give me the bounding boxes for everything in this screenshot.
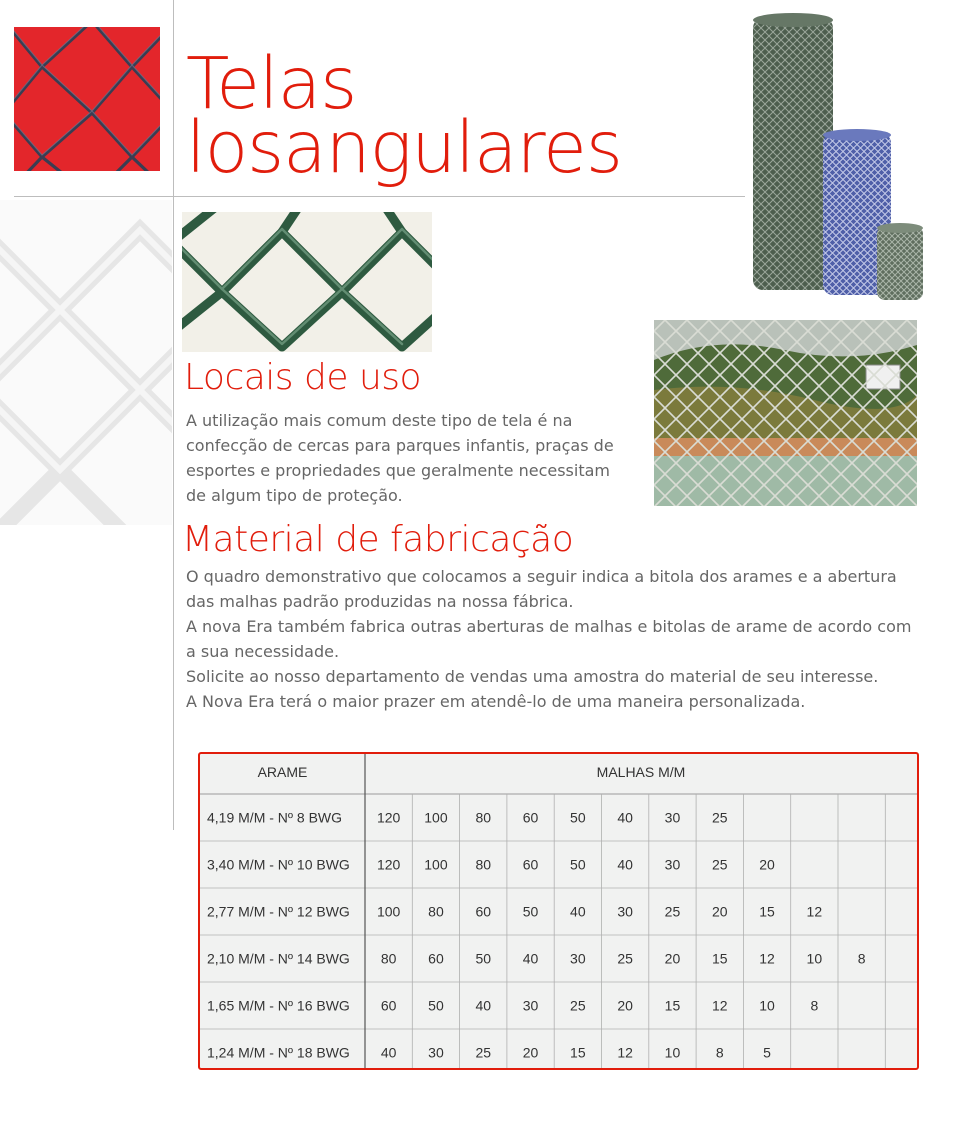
table-cell-malha: 30 bbox=[428, 1044, 444, 1061]
horizontal-divider bbox=[14, 196, 754, 197]
mesh-rolls-image bbox=[745, 8, 930, 300]
table-cell-malha: 50 bbox=[570, 809, 586, 826]
table-cell-malha: 8 bbox=[810, 997, 819, 1014]
table-cell-malha: 30 bbox=[664, 809, 681, 826]
table-row-arame: 4,19 M/M - Nº 8 BWG bbox=[207, 809, 343, 826]
table-cell-malha: 40 bbox=[617, 809, 633, 826]
table-cell-malha: 60 bbox=[380, 997, 397, 1014]
green-mesh-image bbox=[182, 212, 432, 352]
table-cell-malha: 100 bbox=[376, 903, 401, 920]
material-paragraph: Solicite ao nosso departamento de vendas uma amostra do material de seu interesse. bbox=[186, 667, 879, 686]
locais-heading: Locais de uso bbox=[184, 357, 422, 398]
table-cell-malha: 12 bbox=[617, 1044, 633, 1061]
table-cell-malha: 20 bbox=[522, 1044, 539, 1061]
vertical-divider bbox=[173, 0, 174, 830]
table-cell-malha: 40 bbox=[570, 903, 586, 920]
table-row-arame: 3,40 M/M - Nº 10 BWG bbox=[207, 856, 350, 873]
material-text bbox=[186, 564, 926, 714]
material-paragraph: A Nova Era terá o maior prazer em atendê-lo de uma maneira personalizada. bbox=[186, 692, 806, 711]
table-cell-malha: 30 bbox=[617, 903, 633, 920]
table-cell-malha: 8 bbox=[715, 1044, 724, 1061]
table-cell-malha: 25 bbox=[570, 997, 586, 1014]
table-cell-malha: 25 bbox=[664, 903, 681, 920]
table-cell-malha: 10 bbox=[806, 950, 823, 967]
table-cell-malha: 25 bbox=[711, 809, 728, 826]
material-paragraph: A nova Era também fabrica outras aberturas de malhas e bitolas de arame de acordo com a sua necessidade. bbox=[186, 617, 912, 661]
table-cell-malha: 20 bbox=[711, 903, 728, 920]
table-cell-malha: 40 bbox=[617, 856, 633, 873]
table-cell-malha: 15 bbox=[711, 950, 728, 967]
table-row-arame: 2,10 M/M - Nº 14 BWG bbox=[207, 950, 350, 967]
table-cell-malha: 80 bbox=[475, 856, 492, 873]
table-cell-malha: 100 bbox=[424, 856, 448, 873]
table-cell-malha: 40 bbox=[522, 950, 539, 967]
page-title bbox=[186, 42, 622, 189]
table-cell-malha: 80 bbox=[475, 809, 492, 826]
table-cell-malha: 30 bbox=[570, 950, 586, 967]
table-cell-malha: 10 bbox=[759, 997, 775, 1014]
table-cell-malha: 5 bbox=[763, 1044, 771, 1061]
page-title-line1: Telas bbox=[186, 42, 357, 125]
locais-text: A utilização mais comum deste tipo de tela é na confecção de cercas para parques infantis, praças de esportes e propriedades que geralmente necessitam de algum tipo de proteção. bbox=[186, 411, 614, 505]
table-cell-malha: 25 bbox=[711, 856, 728, 873]
table-cell-malha: 40 bbox=[380, 1044, 397, 1061]
material-heading: Material de fabricação bbox=[182, 519, 574, 560]
table-cell-malha: 20 bbox=[617, 997, 633, 1014]
wire-mesh-table bbox=[198, 752, 919, 1070]
table-cell-malha: 50 bbox=[570, 856, 586, 873]
table-cell-malha: 50 bbox=[475, 950, 492, 967]
table-cell-malha: 15 bbox=[570, 1044, 586, 1061]
table-cell-malha: 30 bbox=[522, 997, 539, 1014]
table-cell-malha: 30 bbox=[664, 856, 681, 873]
table-cell-malha: 12 bbox=[759, 950, 775, 967]
red-mesh-image bbox=[14, 27, 160, 171]
table-cell-malha: 60 bbox=[522, 809, 539, 826]
table-header-arame: ARAME bbox=[257, 764, 308, 780]
table-cell-malha: 80 bbox=[428, 903, 444, 920]
table-cell-malha: 60 bbox=[475, 903, 492, 920]
table-cell-malha: 120 bbox=[376, 856, 401, 873]
table-cell-malha: 12 bbox=[806, 903, 823, 920]
table-cell-malha: 25 bbox=[475, 1044, 492, 1061]
table-row-arame: 1,24 M/M - Nº 18 BWG bbox=[207, 1044, 350, 1061]
table-cell-malha: 10 bbox=[664, 1044, 681, 1061]
table-cell-malha: 100 bbox=[424, 809, 448, 826]
table-grid bbox=[200, 754, 917, 1068]
table-header-malhas: MALHAS M/M bbox=[596, 764, 686, 780]
table-row-arame: 2,77 M/M - Nº 12 BWG bbox=[207, 903, 350, 920]
table-cell-malha: 60 bbox=[428, 950, 444, 967]
table-cell-malha: 15 bbox=[664, 997, 681, 1014]
table-cell-malha: 20 bbox=[664, 950, 681, 967]
table-cell-malha: 80 bbox=[380, 950, 397, 967]
table-cell-malha: 25 bbox=[617, 950, 633, 967]
table-cell-malha: 120 bbox=[376, 809, 401, 826]
table-cell-malha: 60 bbox=[522, 856, 539, 873]
table-cell-malha: 40 bbox=[475, 997, 492, 1014]
material-paragraph: O quadro demonstrativo que colocamos a seguir indica a bitola dos arames e a abertura das malhas padrão produzidas na nossa fábrica. bbox=[186, 567, 897, 611]
table-cell-malha: 12 bbox=[711, 997, 728, 1014]
table-cell-malha: 20 bbox=[759, 856, 775, 873]
table-cell-malha: 15 bbox=[759, 903, 775, 920]
table-row-arame: 1,65 M/M - Nº 16 BWG bbox=[207, 997, 350, 1014]
table-cell-malha: 50 bbox=[428, 997, 444, 1014]
sports-court-image bbox=[654, 320, 917, 506]
table-cell-malha: 50 bbox=[522, 903, 539, 920]
table-cell-malha: 8 bbox=[857, 950, 866, 967]
chain-link-watermark bbox=[0, 200, 172, 525]
page-title-line2: losangulares bbox=[186, 106, 622, 189]
